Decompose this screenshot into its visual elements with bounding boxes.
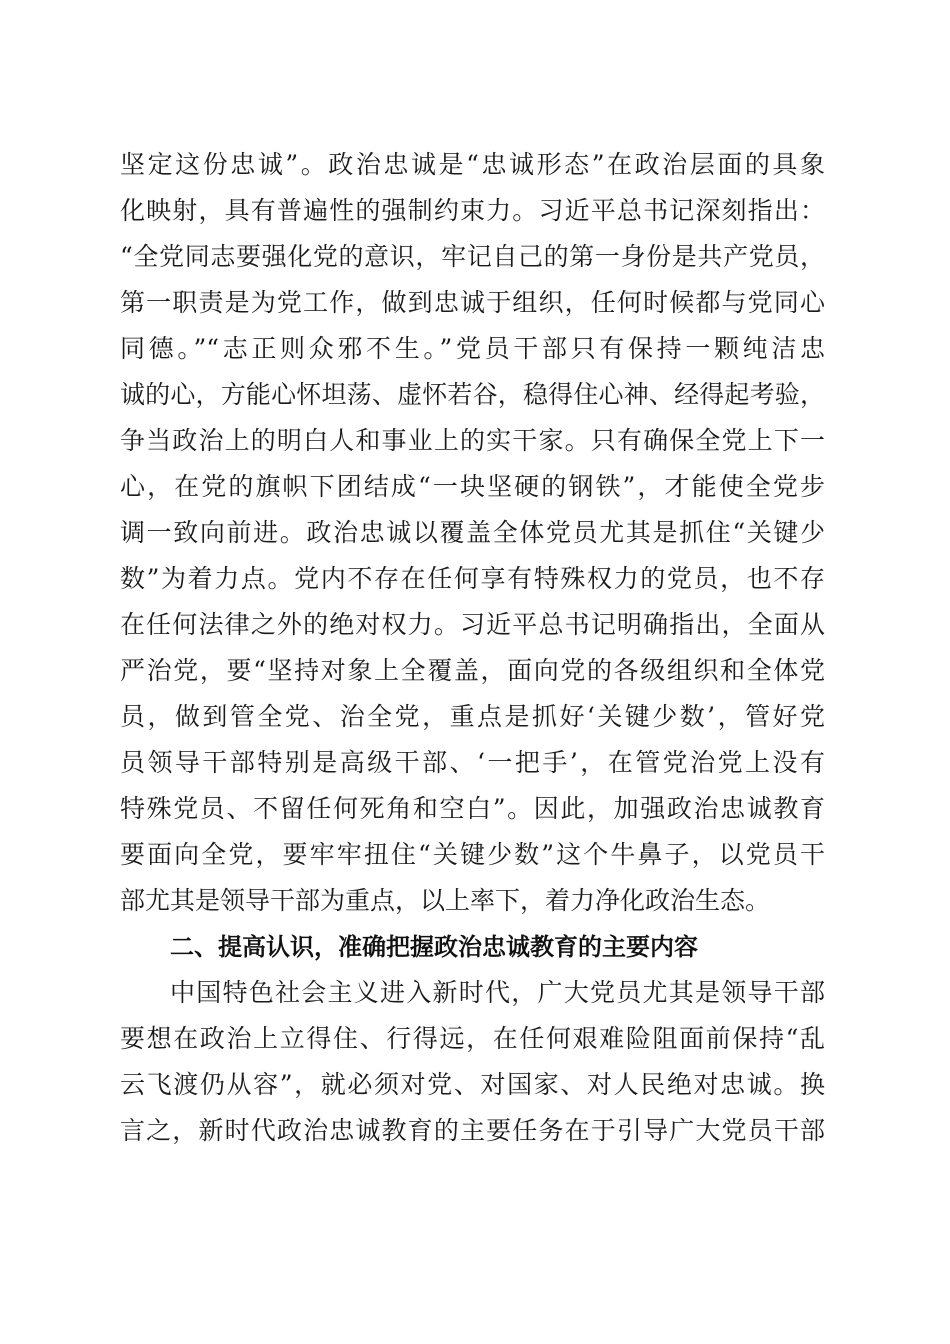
- paragraph-line: 要想在政治上立得住、行得远，在任何艰难险阻面前保持“乱: [120, 1024, 825, 1053]
- paragraph-line: 第一职责是为党工作，做到忠诚于组织，任何时候都与党同心: [120, 288, 825, 317]
- paragraph-line: “全党同志要强化党的意识，牢记自己的第一身份是共产党员，: [120, 242, 825, 271]
- paragraph-line: 化映射，具有普遍性的强制约束力。习近平总书记深刻指出：: [120, 196, 825, 225]
- paragraph-line: 部尤其是领导干部为重点，以上率下，着力净化政治生态。: [120, 886, 771, 915]
- paragraph-line: 特殊党员、不留任何死角和空白”。因此，加强政治忠诚教育: [120, 794, 825, 823]
- paragraph-line: 数”为着力点。党内不存在任何享有特殊权力的党员，也不存: [120, 564, 825, 593]
- paragraph-line: 严治党，要“坚持对象上全覆盖，面向党的各级组织和全体党: [120, 656, 825, 685]
- paragraph-line: 同德。”“志正则众邪不生。”党员干部只有保持一颗纯洁忠: [120, 334, 825, 363]
- paragraph-line: 要面向全党，要牢牢扭住“关键少数”这个牛鼻子，以党员干: [120, 840, 825, 869]
- paragraph-line: 云飞渡仍从容”，就必须对党、对国家、对人民绝对忠诚。换: [120, 1070, 825, 1099]
- paragraph-line: 争当政治上的明白人和事业上的实干家。只有确保全党上下一: [120, 426, 825, 455]
- paragraph-line: 心，在党的旗帜下团结成“一块坚硬的钢铁”，才能使全党步: [120, 472, 825, 501]
- paragraph-line: 诚的心，方能心怀坦荡、虚怀若谷，稳得住心神、经得起考验，: [120, 380, 825, 409]
- section-heading: 二、提高认识，准确把握政治忠诚教育的主要内容: [170, 933, 698, 961]
- paragraph-line: 坚定这份忠诚”。政治忠诚是“忠诚形态”在政治层面的具象: [120, 150, 825, 179]
- paragraph-line: 在任何法律之外的绝对权力。习近平总书记明确指出，全面从: [120, 610, 825, 639]
- paragraph-line: 言之，新时代政治忠诚教育的主要任务在于引导广大党员干部: [120, 1116, 825, 1145]
- paragraph-line: 员领导干部特别是高级干部、‘一把手’，在管党治党上没有: [120, 748, 825, 777]
- paragraph-line: 员，做到管全党、治全党，重点是抓好‘关键少数’，管好党: [120, 702, 825, 731]
- paragraph-line: 调一致向前进。政治忠诚以覆盖全体党员尤其是抓住“关键少: [120, 518, 825, 547]
- paragraph-line: 中国特色社会主义进入新时代，广大党员尤其是领导干部: [170, 978, 825, 1007]
